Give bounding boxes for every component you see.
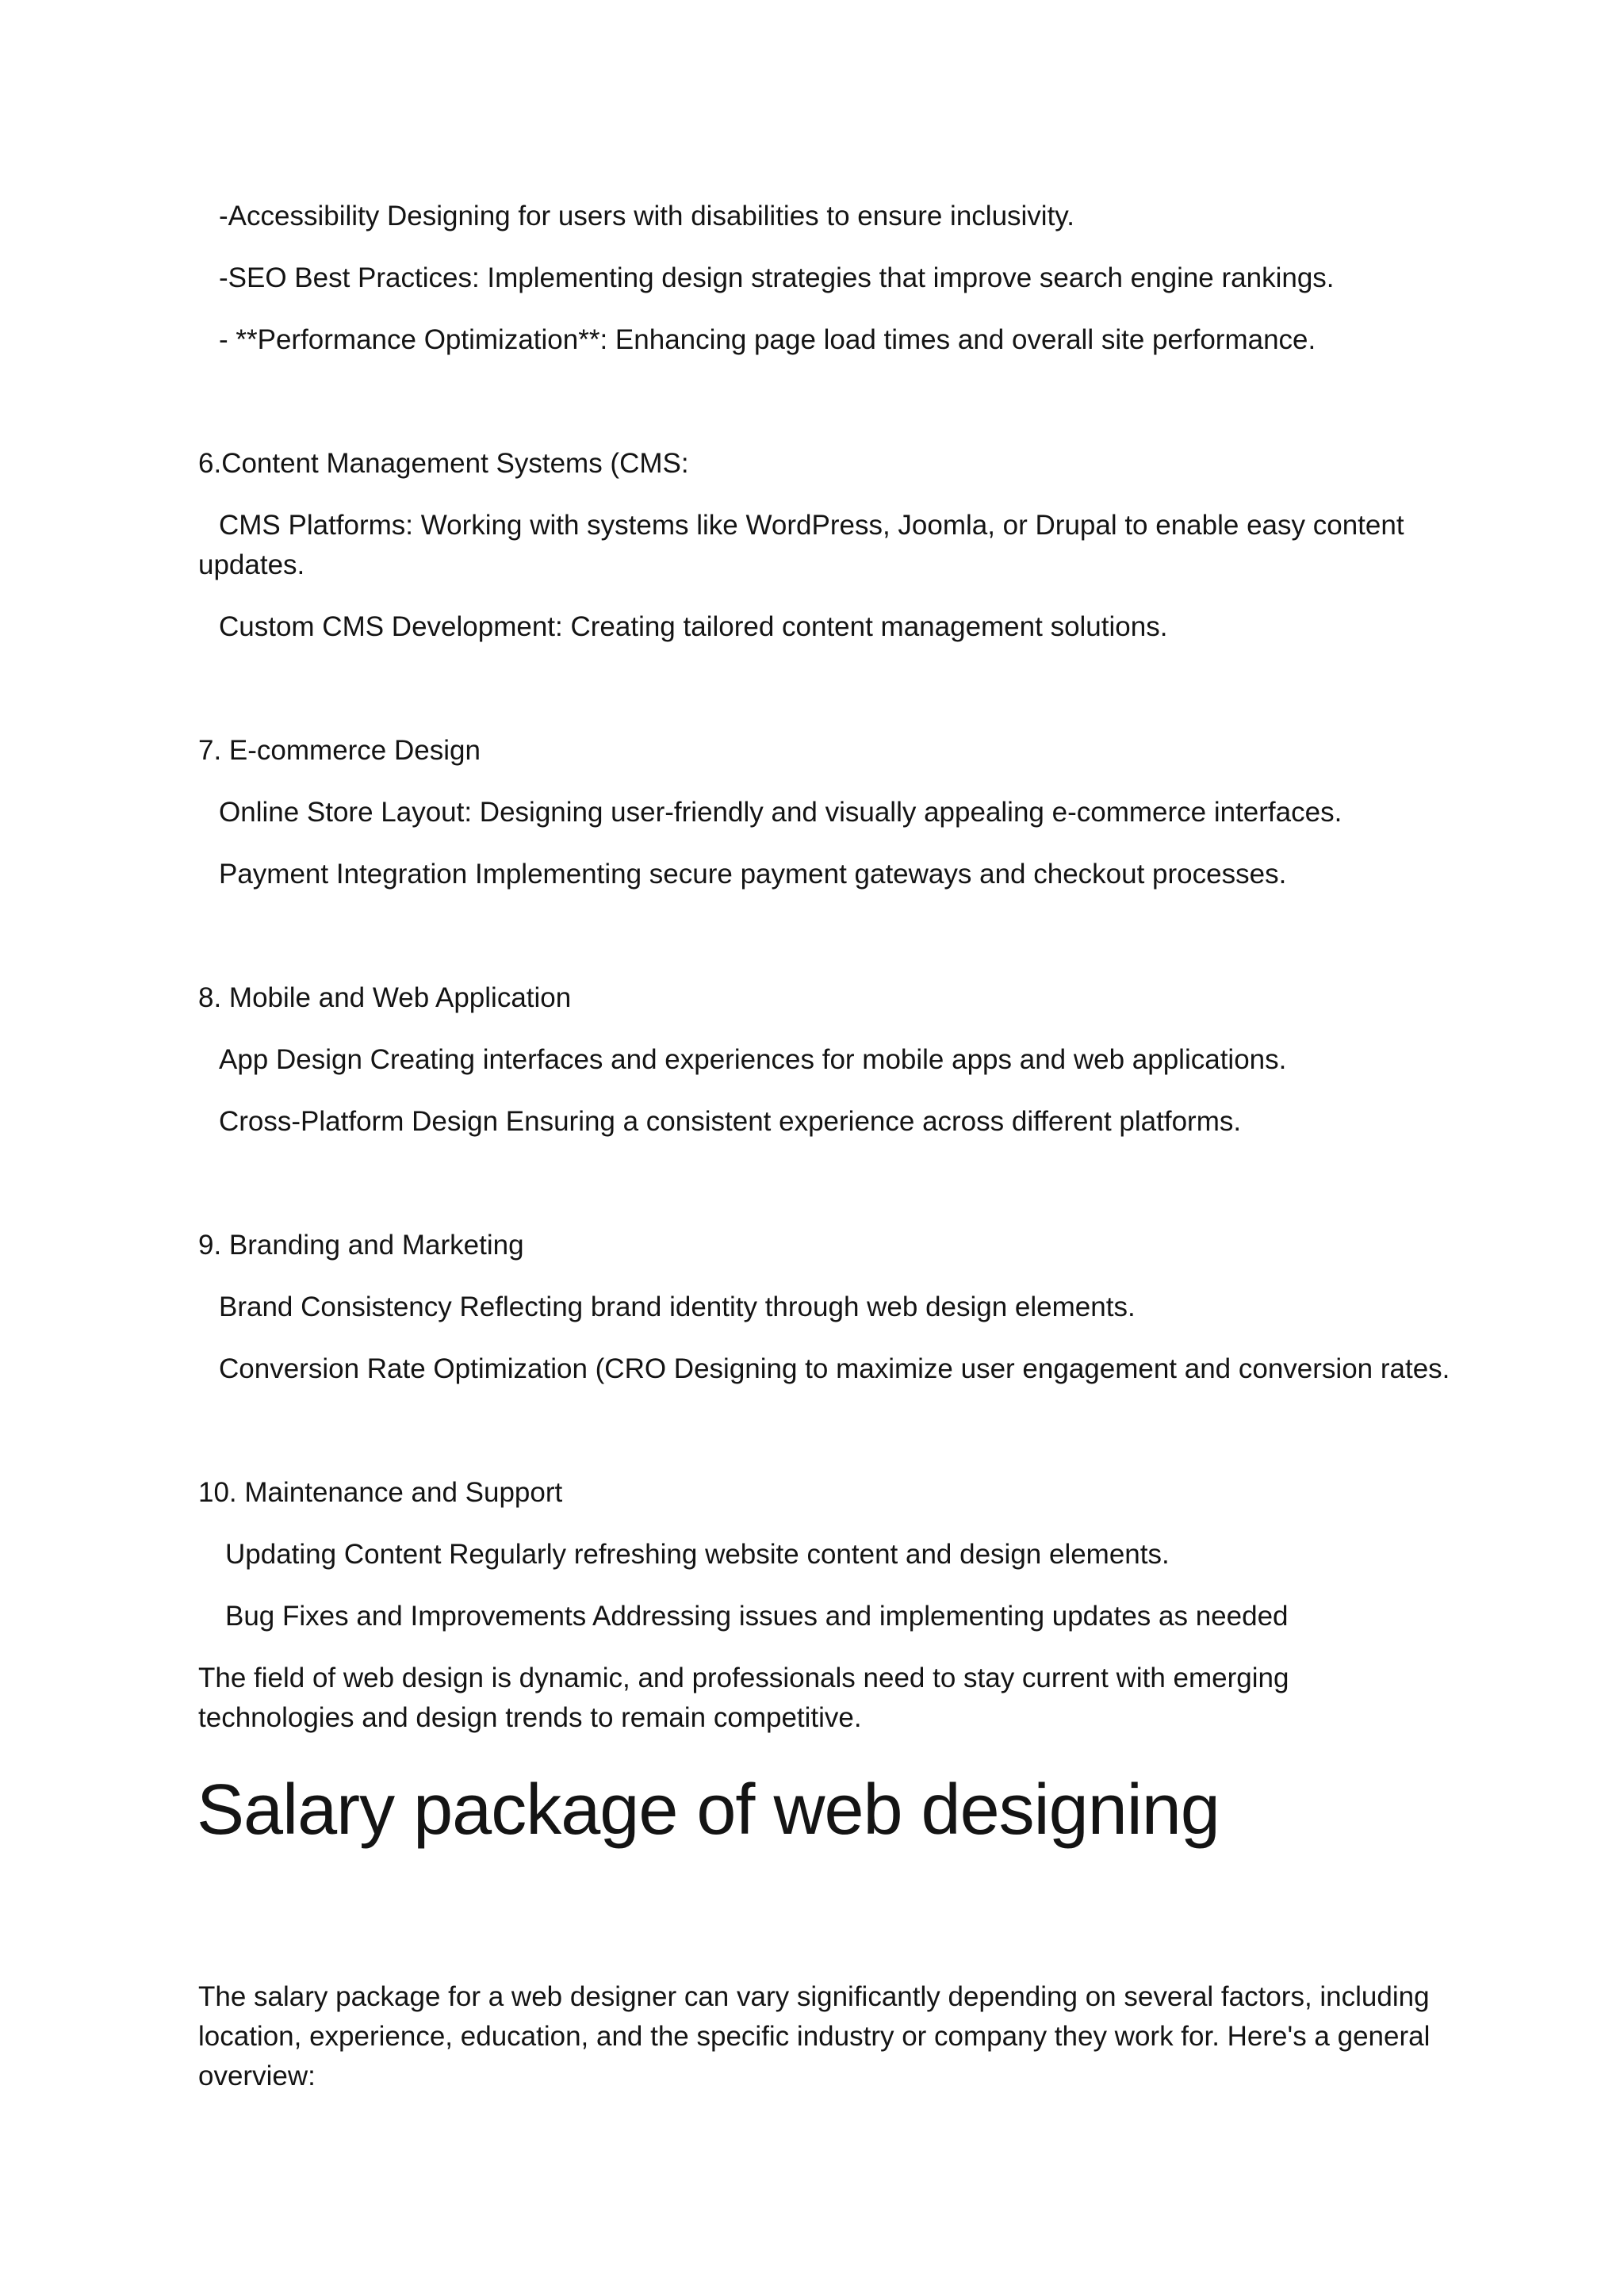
paragraph-cro: Conversion Rate Optimization (CRO Designing to maximize user engagement and conversion rates.	[219, 1353, 1450, 1384]
paragraph-salary-overview: The salary package for a web designer can vary significantly depending on several factors, including location, experience, education, and the specific industry or company they work for. Here's a general overview:	[198, 1981, 1431, 2091]
paragraph-brand-consistency: Brand Consistency Reflecting brand identity through web design elements.	[219, 1292, 1136, 1322]
paragraph-payment: Payment Integration Implementing secure payment gateways and checkout processes.	[219, 859, 1287, 890]
paragraph-conclusion: The field of web design is dynamic, and professionals need to stay current with emerging technologies and design trends to remain competitive.	[198, 1663, 1289, 1733]
paragraph-seo: -SEO Best Practices: Implementing design strategies that improve search engine rankings.	[219, 262, 1335, 293]
section-heading-maintenance: 10. Maintenance and Support	[198, 1477, 563, 1508]
paragraph-cross-platform: Cross-Platform Design Ensuring a consistent experience across different platforms.	[219, 1106, 1242, 1137]
paragraph-accessibility: -Accessibility Designing for users with disabilities to ensure inclusivity.	[219, 201, 1074, 232]
paragraph-app-design: App Design Creating interfaces and experiences for mobile apps and web applications.	[219, 1044, 1287, 1075]
paragraph-performance: - **Performance Optimization**: Enhancing page load times and overall site performance.	[219, 324, 1316, 355]
section-heading-ecommerce: 7. E-commerce Design	[198, 735, 481, 766]
paragraph-cms-platforms: CMS Platforms: Working with systems like WordPress, Joomla, or Drupal to enable easy content updates.	[198, 510, 1404, 580]
paragraph-custom-cms: Custom CMS Development: Creating tailored content management solutions.	[219, 611, 1168, 642]
paragraph-online-store: Online Store Layout: Designing user-friendly and visually appealing e-commerce interfaces.	[219, 797, 1342, 828]
paragraph-bug-fixes: Bug Fixes and Improvements Addressing issues and implementing updates as needed	[225, 1601, 1289, 1632]
page-heading-salary: Salary package of web designing	[197, 1770, 1220, 1850]
section-heading-mobile: 8. Mobile and Web Application	[198, 982, 572, 1013]
paragraph-updating-content: Updating Content Regularly refreshing website content and design elements.	[225, 1539, 1170, 1570]
section-heading-cms: 6.Content Management Systems (CMS:	[198, 448, 689, 479]
section-heading-branding: 9. Branding and Marketing	[198, 1230, 524, 1261]
